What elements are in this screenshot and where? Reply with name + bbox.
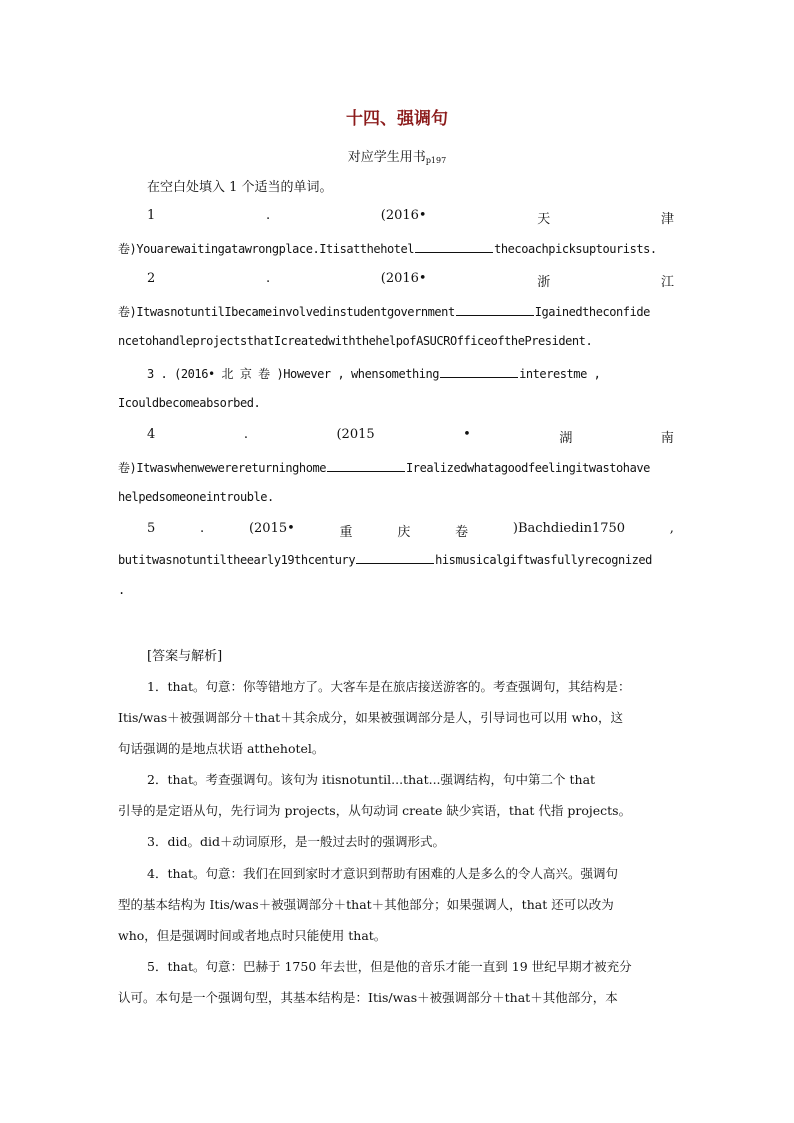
question-4-line [118, 459, 674, 476]
subtitle-text: 对应学生用书 [347, 150, 426, 165]
q3-blank[interactable] [440, 366, 518, 378]
q5-place-3: 卷 [455, 525, 469, 540]
question-2-header [147, 271, 674, 290]
answer-2-line-2: 引导的是定语从句，先行词为 projects，从句动词 create 缺少宾语，that 代指 projects。 [118, 803, 632, 818]
answer-4-line-3: who，但是强调时间或者地点时只能使用 that。 [118, 928, 387, 943]
q5-comma: , [669, 521, 674, 536]
answer-1-line-3: 句话强调的是地点状语 atthehotel。 [118, 741, 325, 756]
q5-place-1: 重 [339, 525, 353, 540]
question-5-line [118, 552, 674, 567]
question-1-line [118, 240, 674, 257]
answer-5-line-2: 认可。本句是一个强调句型，其基本结构是：Itis/was＋被强调部分＋that＋其他部分，本 [118, 990, 618, 1005]
q4-num: 4 [147, 427, 156, 442]
q5-source: (2015• [248, 521, 295, 536]
answer-5-line-1: 5．that。句意：巴赫于 1750 年去世，但是他的音乐才能一直到 19 世纪早期才被充分 [147, 959, 632, 974]
q4-text-pre: 卷)Itwaswhenwewerereturninghome [118, 461, 327, 475]
subtitle [0, 146, 794, 165]
q1-dot: . [265, 208, 271, 223]
q5-text-a: )Bachdiedin1750 [512, 521, 626, 536]
q5-text-pre: butitwasnotuntiltheearly19thcentury [118, 553, 356, 567]
q1-num: 1 [147, 208, 156, 223]
q2-blank[interactable] [456, 304, 534, 316]
instruction: 在空白处填入 1 个适当的单词。 [147, 180, 333, 195]
answer-4-line-1: 4．that。句意：我们在回到家时才意识到帮助有困难的人是多么的令人高兴。强调句 [147, 866, 619, 881]
q4-place-1: 湖 [559, 431, 573, 446]
subtitle-page: p197 [425, 156, 447, 165]
q5-dot: . [200, 521, 205, 536]
q5-text-post: hismusicalgiftwasfullyrecognized [435, 553, 652, 567]
answer-3-line-1: 3．did。did＋动词原形，是一般过去时的强调形式。 [147, 834, 445, 849]
q2-place-1: 浙 [537, 275, 551, 290]
question-5-header [147, 521, 674, 540]
q2-text-post: Igainedtheconfide [534, 305, 650, 319]
question-4-line-2: helpedsomeoneintrouble. [118, 490, 274, 504]
q5-place-2: 庆 [397, 525, 411, 540]
question-4-header [147, 427, 674, 446]
page-title: 十四、强调句 [346, 109, 448, 129]
q5-blank[interactable] [356, 552, 434, 564]
q5-num: 5 [147, 521, 156, 536]
question-3-line-2: Icouldbecomeabsorbed. [118, 396, 261, 410]
q1-place-2: 津 [660, 212, 674, 227]
answer-2-line-1: 2．that。考查强调句。该句为 itisnotuntil...that...强调结构，句中第二个 that [147, 772, 596, 787]
answer-4-line-2: 型的基本结构为 Itis/was＋被强调部分＋that＋其他部分；如果强调人，that 还可以改为 [118, 897, 614, 912]
q2-num: 2 [147, 271, 156, 286]
question-2-line [118, 303, 674, 320]
q2-place-2: 江 [660, 275, 674, 290]
q1-place-1: 天 [537, 212, 551, 227]
q4-place-2: 南 [660, 431, 674, 446]
q3-text-post: interestme , [519, 367, 601, 381]
question-2-line-2: ncetohandleprojectsthatIcreatedwiththehelpofASUCROfficeofthePresident. [118, 334, 593, 348]
q4-source: (2015 [336, 427, 375, 442]
q1-source: (2016• [380, 208, 427, 223]
answer-1-line-1: 1．that。句意：你等错地方了。大客车是在旅店接送游客的。考查强调句，其结构是： [147, 679, 631, 694]
q4-dot: . [243, 427, 248, 442]
q4-bullet: • [463, 427, 471, 442]
q4-blank[interactable] [327, 460, 405, 472]
q1-text-post: thecoachpicksuptourists. [494, 242, 657, 256]
q2-source: (2016• [380, 271, 427, 286]
question-1-header [147, 208, 674, 227]
q1-text-pre: 卷)Youarewaitingatawrongplace.Itisatthehotel [118, 242, 415, 256]
q3-text-pre: 3 . (2016• 北 京 卷 )However , whensomething [147, 367, 440, 381]
question-5-line-2: . [118, 583, 125, 597]
q1-blank[interactable] [415, 241, 493, 253]
answers-label: [答案与解析] [147, 649, 223, 664]
question-3-line [147, 365, 674, 382]
q4-text-post: Irealizedwhatagoodfeelingitwastohave [406, 461, 650, 475]
answer-1-line-2: Itis/was＋被强调部分＋that＋其余成分，如果被强调部分是人，引导词也可以用 who，这 [118, 710, 623, 725]
q2-text-pre: 卷)ItwasnotuntilIbecameinvolvedinstudentgovernment [118, 305, 455, 319]
q2-dot: . [265, 271, 271, 286]
